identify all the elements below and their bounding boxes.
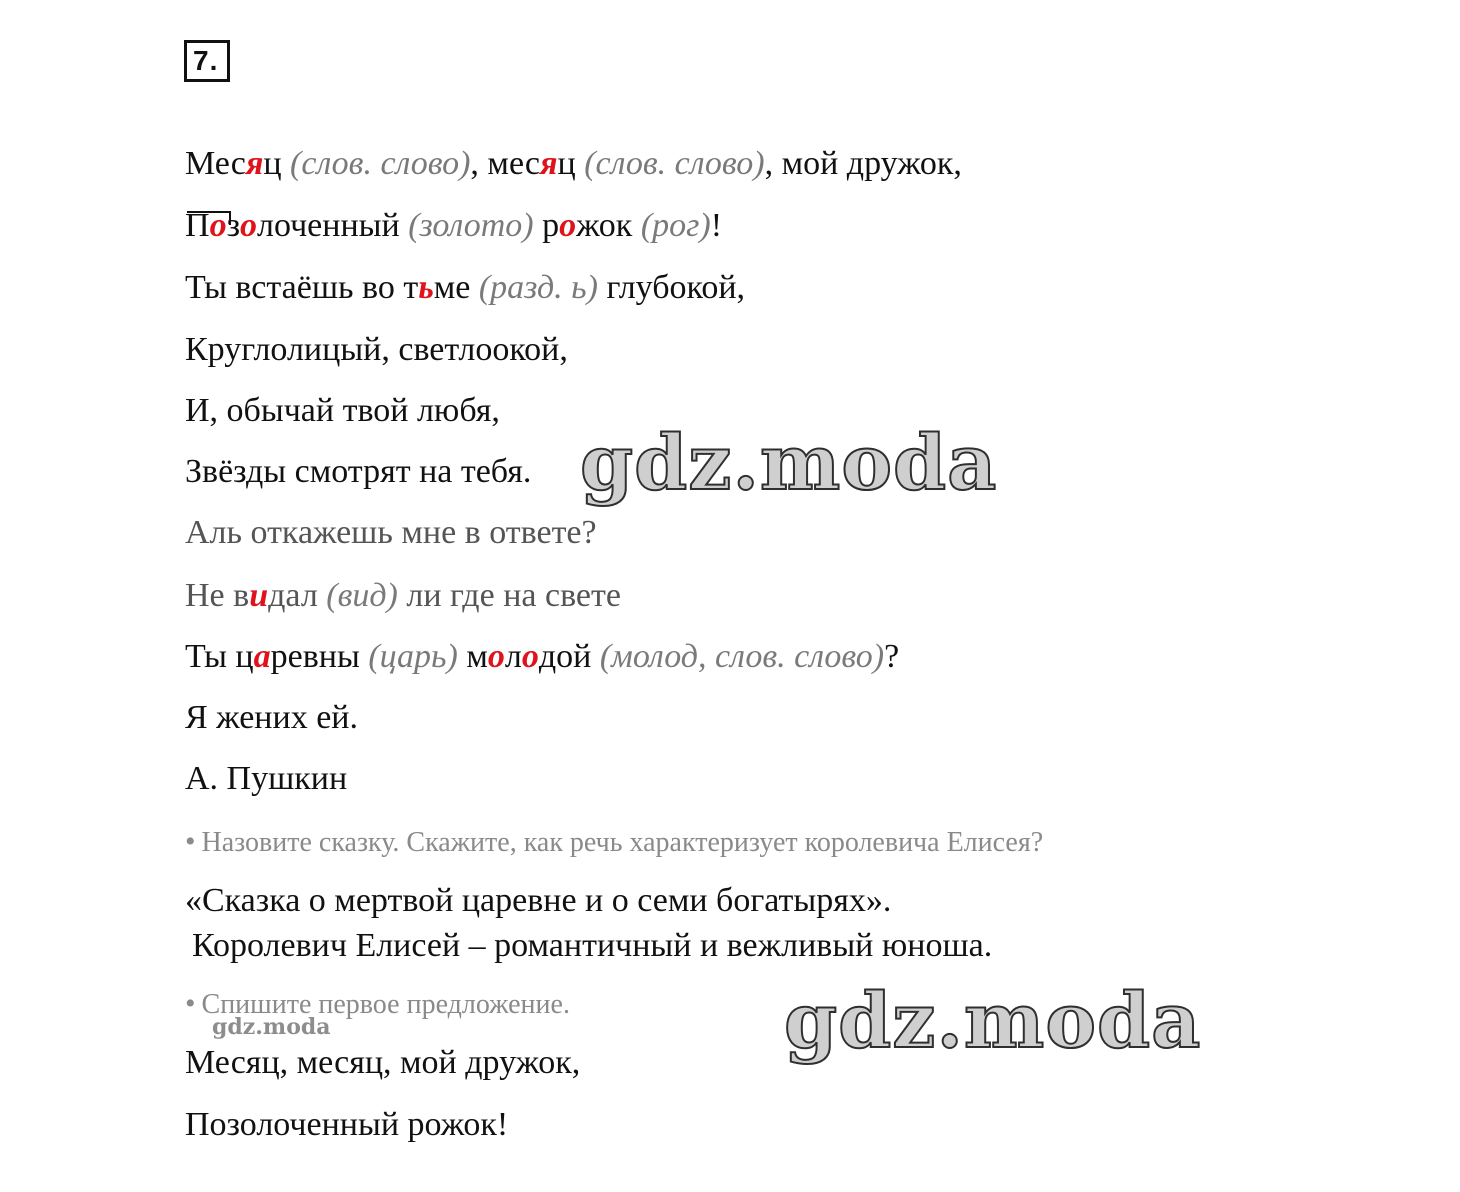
text: дой bbox=[538, 638, 600, 675]
text: П bbox=[185, 207, 210, 244]
question-text: Назовите сказку. Скажите, как речь характеризует королевича Елисея? bbox=[201, 827, 1044, 858]
hint: (слов. слово) bbox=[290, 145, 471, 182]
text: ! bbox=[710, 207, 723, 244]
text: , мой дружок, bbox=[764, 145, 962, 182]
hint: (рог) bbox=[640, 207, 711, 244]
poem-line-10: Я жених ей. bbox=[185, 699, 358, 736]
text: Ты ц bbox=[185, 638, 254, 675]
highlighted-letter: о bbox=[487, 638, 505, 675]
text: ц bbox=[263, 145, 291, 182]
text: Не в bbox=[185, 577, 250, 614]
highlighted-letter: о bbox=[240, 207, 257, 244]
hint: (разд. ь) bbox=[478, 269, 598, 306]
highlighted-letter: о bbox=[559, 207, 577, 244]
text: Мес bbox=[185, 145, 246, 182]
highlighted-letter: о bbox=[521, 638, 539, 675]
question-1 bbox=[185, 822, 1043, 863]
text: л bbox=[504, 638, 522, 675]
bullet-icon: • bbox=[185, 987, 196, 1020]
poem-line-1 bbox=[185, 144, 962, 184]
text: , мес bbox=[470, 145, 540, 182]
task-number: 7. bbox=[184, 40, 230, 82]
bullet-icon: • bbox=[185, 825, 196, 858]
poem-line-8 bbox=[185, 576, 621, 616]
text: лоченный bbox=[257, 207, 409, 244]
poem-line-6: Звёзды смотрят на тебя. bbox=[185, 453, 532, 490]
highlighted-letter: я bbox=[245, 145, 264, 182]
poem-line-9 bbox=[185, 637, 899, 677]
text: глубокой, bbox=[597, 269, 746, 306]
poem-line-3 bbox=[185, 268, 745, 308]
poem-line-7: Аль откажешь мне в ответе? bbox=[185, 514, 597, 551]
text: р bbox=[533, 207, 560, 244]
text: ме bbox=[433, 269, 479, 306]
answer-2-line-2: Позолоченный рожок! bbox=[185, 1106, 509, 1143]
text: Ты встаёшь во т bbox=[185, 269, 419, 306]
poem-line-4: Круглолицый, светлоокой, bbox=[185, 331, 568, 368]
prefix-mark bbox=[185, 207, 227, 244]
highlighted-letter: и bbox=[249, 577, 269, 614]
highlighted-letter: о bbox=[209, 207, 227, 244]
hint: (золото) bbox=[408, 207, 534, 244]
poem-line-5: И, обычай твой любя, bbox=[185, 392, 500, 429]
answer-1-line-2: Королевич Елисей – романтичный и вежливый юноша. bbox=[192, 927, 993, 964]
poem-author: А. Пушкин bbox=[185, 760, 348, 797]
hint: (царь) bbox=[368, 638, 458, 675]
question-text: Спишите первое предложение. bbox=[201, 989, 570, 1020]
text: ревны bbox=[270, 638, 369, 675]
highlighted-letter: я bbox=[539, 145, 558, 182]
highlighted-letter: ь bbox=[418, 269, 434, 306]
answer-1-line-1: «Сказка о мертвой царевне и о семи богатырях». bbox=[185, 882, 892, 919]
hint: (молод, слов. слово) bbox=[599, 638, 885, 675]
watermark-logo: gdz.moda bbox=[580, 418, 998, 507]
text: жок bbox=[576, 207, 641, 244]
watermark-logo-small: gdz.moda bbox=[212, 1014, 331, 1040]
text: ли где на свете bbox=[397, 577, 621, 614]
hint: (слов. слово) bbox=[584, 145, 765, 182]
hint: (вид) bbox=[326, 577, 398, 614]
highlighted-letter: а bbox=[253, 638, 271, 675]
text: з bbox=[226, 207, 240, 244]
answer-2-line-1: Месяц, месяц, мой дружок, bbox=[185, 1044, 581, 1081]
text: дал bbox=[268, 577, 327, 614]
poem-line-2 bbox=[185, 206, 722, 246]
text: м bbox=[457, 638, 488, 675]
text: ? bbox=[884, 638, 900, 675]
text: ц bbox=[557, 145, 585, 182]
watermark-logo: gdz.moda bbox=[784, 976, 1202, 1065]
